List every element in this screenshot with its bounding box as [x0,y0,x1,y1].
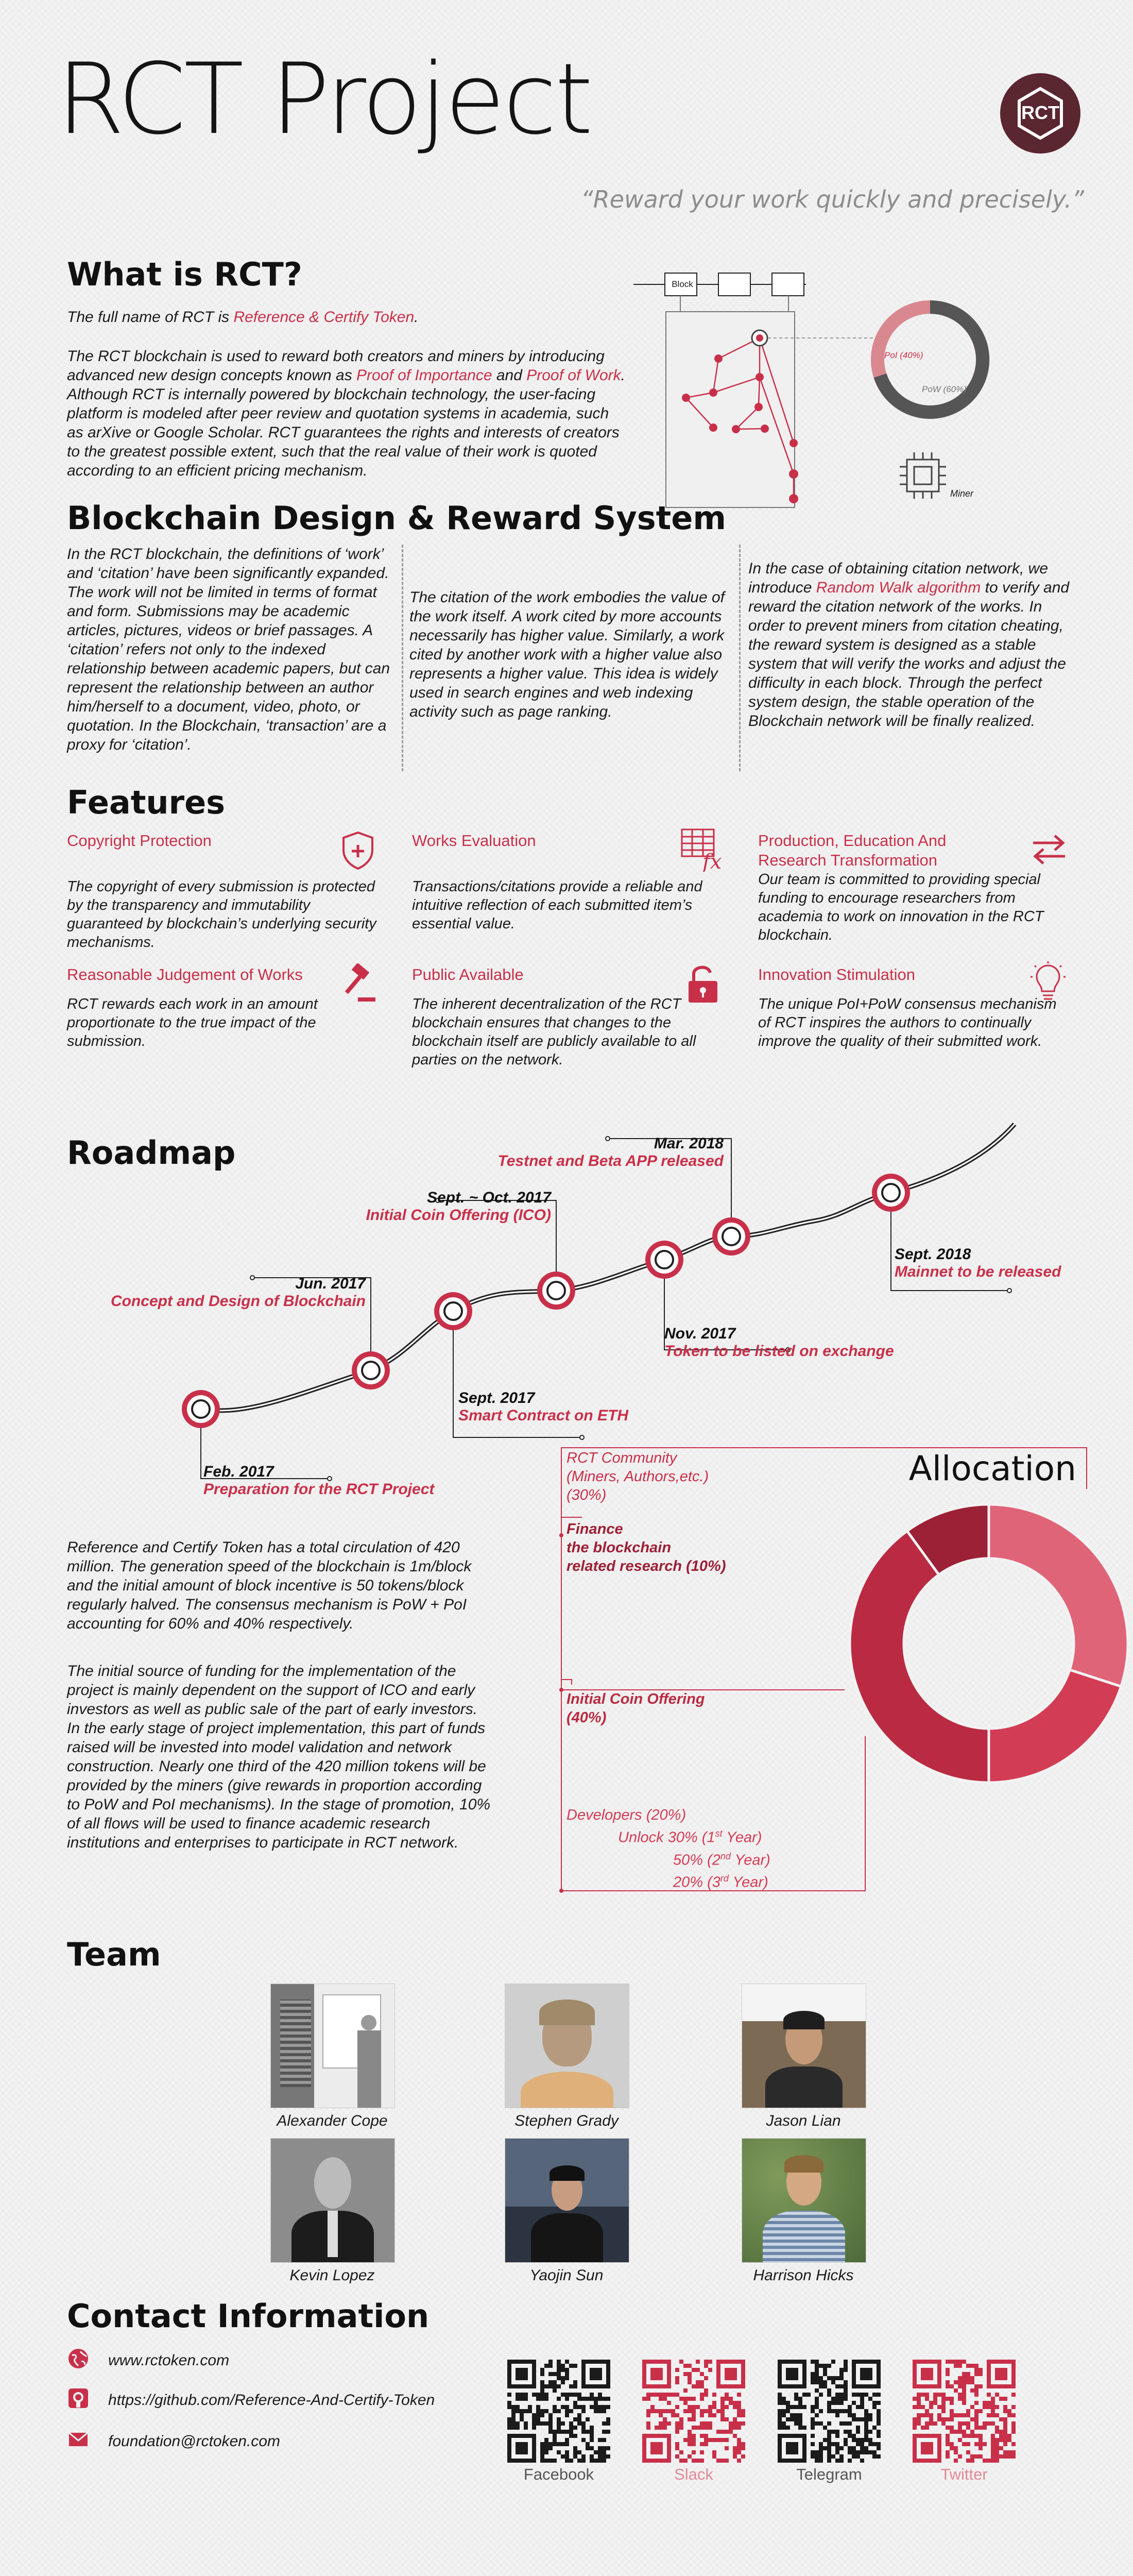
feature-title: Innovation Stimulation [758,965,916,984]
what-is-text-c: . Although RCT is internally powered by blockchain technology, the user-facing platform is modeled after peer review and quotation systems in academia, such as arXive or Google Scholar. RCT guarantees the rights and interests of creators to the greatest possible extent, such that the real value of their work is quoted according to an efficient pricing mechanism. [67,367,625,479]
team-member [726,2138,881,2284]
member-photo [505,2138,629,2263]
milestone-date: Jun. 2017 [295,1275,366,1292]
label-line: related research (10%) [566,1558,726,1574]
member-name: Kevin Lopez [289,2267,375,2284]
poi-label: PoI (40%) [884,350,923,360]
label-line: (40%) [566,1709,607,1726]
qr-telegram[interactable] [778,2360,881,2484]
label-rct-community [566,1449,783,1504]
label-line: Finance [566,1521,623,1537]
proof-of-importance-term: Proof of Importance [356,367,492,384]
what-is-heading: What is RCT? [67,256,302,293]
team-member [726,1984,881,2130]
milestone-jun-2017 [111,1275,366,1310]
milestone-sept-2017 [458,1389,628,1425]
website-link[interactable]: www.rctoken.com [108,2352,230,2369]
member-name: Yaojin Sun [529,2267,604,2284]
milestone-date: Mar. 2018 [654,1135,724,1152]
feature-title: Public Available [412,965,524,984]
label-line [566,1824,783,1847]
design-heading: Blockchain Design & Reward System [67,499,726,537]
contact-website[interactable] [67,2347,229,2374]
year-text: Year) [730,1852,770,1869]
label-line: (30%) [566,1487,607,1503]
milestone-text: Testnet and Beta APP released [497,1153,724,1170]
milestone-text: Preparation for the RCT Project [203,1481,435,1498]
milestone-date: Nov. 2017 [664,1325,736,1342]
milestone-date: Feb. 2017 [203,1463,274,1480]
swap-arrows-icon [1030,832,1068,870]
unlock-icon [682,961,724,1008]
qr-code [778,2360,881,2463]
contact-heading: Contact Information [67,2297,430,2335]
qr-facebook[interactable] [507,2360,610,2484]
intro-period: . [414,309,419,326]
gavel-icon [337,963,379,1007]
qr-code [642,2360,745,2463]
ordinal: st [715,1828,723,1839]
allocation-heading: Allocation [908,1449,1076,1488]
logo-text: RCT [1021,102,1059,123]
mail-icon [67,2428,90,2455]
qr-code [507,2360,610,2463]
qr-label: Facebook [523,2465,594,2483]
qr-label: Telegram [796,2465,862,2483]
page-title: RCT Project [57,42,591,156]
milestone-sept-2018 [895,1246,1061,1281]
label-line: RCT Community [566,1450,677,1466]
svg-text:fx: fx [702,850,722,872]
what-is-intro [67,308,618,327]
label-line: (Miners, Authors,etc.) [566,1468,709,1485]
spreadsheet-fx-icon [680,827,729,874]
design-col-1: In the RCT blockchain, the definitions of ‘work’ and ‘citation’ have been significantly expanded. The work will not be limited in terms of format and form. Submissions may be academic articles, pictures, videos or brief passages. A ‘citation’ refers not only to the indexed relationship between academic papers, but can represent the relationship between an author him/herself to a document, video, photo, or quotation. In the Blockchain, ‘transaction’ are a proxy for ‘citation’. [67,546,390,753]
team-member [255,2138,409,2284]
feature-title: Reasonable Judgement of Works [67,965,303,984]
random-walk-term: Random Walk algorithm [816,579,981,596]
email-link[interactable]: foundation@rctoken.com [108,2433,280,2450]
milestone-mar-2018 [498,1135,724,1170]
github-icon [67,2387,90,2414]
milestone-text: Token to be listed on exchange [664,1343,894,1360]
member-photo [505,1984,629,2108]
donut-slice [989,1504,1128,1686]
feature-title: Works Evaluation [412,832,536,850]
ordinal: rd [720,1873,729,1884]
design-col-2: The citation of the work embodies the value of the work itself. A work cited by more accounts necessarily has higher value. Similarly, a work cited by another work with a higher value also represents a higher value. This idea is widely used in search engines and web indexing activity such as page ranking. [409,589,725,720]
year-text: Year) [728,1874,768,1891]
design-col-3-text-a: In the case of obtaining citation network, we introduce [748,560,1049,596]
milestone-feb-2017 [203,1463,434,1498]
feature-body: Our team is committed to providing special funding to encourage researchers from academia to work on innovation in the RCT blockchain. [758,871,1044,943]
pow-label: PoW (60%) [922,384,967,394]
unlock-text: 50% (2 [673,1852,720,1869]
logo [999,72,1082,155]
qr-twitter[interactable] [913,2360,1016,2484]
what-is-text-a: The RCT blockchain is used to reward both creators and miners by introducing advanced new design concepts known as [67,348,605,384]
team-heading: Team [67,1936,161,1973]
design-col-3 [748,559,1078,731]
milestone-text: Concept and Design of Blockchain [110,1293,366,1310]
lightbulb-icon [1027,961,1069,1008]
donut-slice [850,1531,989,1783]
label-line: Initial Coin Offering [566,1691,705,1707]
column-divider [739,545,741,771]
contact-github[interactable] [67,2387,435,2414]
label-line: Developers (20%) [566,1807,686,1823]
label-developers [566,1806,783,1892]
qr-code [913,2360,1016,2463]
label-line [566,1869,783,1892]
design-col-3-text-b: to verify and reward the citation network of the works. In order to prevent miners from citation cheating, the reward system is designed as a stable system that will verify the works and adjust the difficulty in each block. Through the perfect system design, the stable operation of the Blockchain network will be finally realized. [748,579,1070,730]
allocation-paragraph-2: The initial source of funding for the implementation of the project is mainly dependent on the support of ICO and early investors as well as public sale of the part of early investors. In the early stage of project implementation, this part of funds raised will be invested into model validation and network construction. Nearly one third of the 420 million tokens will be provided by the miners (give rewards in proportion according to PoW and PoI mechanisms). In the stage of promotion, 10% of all flows will be used to finance academic research institutions and enterprises to participate in RCT network. [67,1663,491,1851]
feature-body: Transactions/citations provide a reliable and intuitive reflection of each submitted item’s essential value. [412,878,702,932]
year-text: Year) [722,1829,762,1846]
shield-plus-icon [337,829,379,873]
feature-production-education-research [758,831,1077,944]
roadmap-heading: Roadmap [67,1134,236,1172]
github-link[interactable]: https://github.com/Reference-And-Certify-Token [108,2392,435,2409]
member-name: Jason Lian [766,2112,841,2129]
milestone-sept-oct-2017 [366,1189,551,1224]
blockchain-diagram [631,258,1084,515]
unlock-text: Unlock 30% (1 [618,1829,715,1846]
column-divider [402,545,403,771]
feature-title: Copyright Protection [67,832,212,850]
globe-icon [67,2347,90,2374]
what-is-text-b: and [492,367,527,384]
milestone-date: Sept. 2018 [895,1246,971,1263]
unlock-text: 20% (3 [673,1874,720,1891]
milestone-date: Sept. ~ Oct. 2017 [427,1189,551,1206]
label-line [566,1847,783,1870]
member-name: Alexander Cope [277,2112,388,2129]
ordinal: nd [720,1851,731,1861]
feature-body: The unique PoI+PoW consensus mechanism of RCT inspires the authors to continually improve the quality of their submitted work. [758,996,1057,1049]
miner-label: Miner [950,488,974,499]
qr-label: Twitter [940,2465,988,2483]
feature-title: Production, Education And Research Transformation [758,832,947,869]
proof-of-work-term: Proof of Work [526,367,621,384]
reference-certify-token-term: Reference & Certify Token [233,309,415,326]
contact-email[interactable] [67,2428,280,2455]
label-ico [566,1690,783,1727]
label-line: the blockchain [566,1539,672,1556]
qr-slack[interactable] [642,2360,745,2484]
member-name: Harrison Hicks [753,2267,854,2284]
milestone-text: Mainnet to be released [895,1263,1061,1280]
member-photo [742,1984,866,2108]
member-name: Stephen Grady [514,2112,619,2129]
what-is-body [67,347,628,480]
member-photo [742,2138,866,2263]
milestone-text: Smart Contract on ETH [458,1407,629,1424]
milestone-date: Sept. 2017 [458,1389,535,1406]
allocation-paragraph-1: Reference and Certify Token has a total circulation of 420 million. The generation speed of the blockchain is 1m/block and the initial amount of block incentive is 50 tokens/block regularly halved. The consensus mechanism is PoW + PoI accounting for 60% and 40% respectively. [67,1539,472,1632]
milestone-text: Initial Coin Offering (ICO) [366,1207,551,1224]
allocation-donut-chart [845,1499,1133,1788]
qr-label: Slack [674,2465,713,2483]
team-member [489,2138,644,2284]
donut-slice [989,1670,1121,1783]
member-photo [270,1984,395,2108]
block-label: Block [672,279,693,289]
label-finance-research [566,1520,783,1575]
feature-body: RCT rewards each work in an amount proportionate to the true impact of the submission. [67,996,318,1049]
team-member [489,1984,644,2130]
tagline: “Reward your work quickly and precisely.” [580,185,1084,213]
member-photo [270,2138,395,2263]
team-member [255,1984,409,2130]
feature-body: The inherent decentralization of the RCT blockchain ensures that changes to the blockchain itself are publicly available to all parties on the network. [412,996,696,1068]
features-heading: Features [67,784,226,821]
milestone-nov-2017 [664,1325,894,1360]
feature-body: The copyright of every submission is protected by the transparency and immutability guaranteed by blockchain’s underlying security mechanisms. [67,878,376,951]
intro-text: The full name of RCT is [67,309,234,326]
